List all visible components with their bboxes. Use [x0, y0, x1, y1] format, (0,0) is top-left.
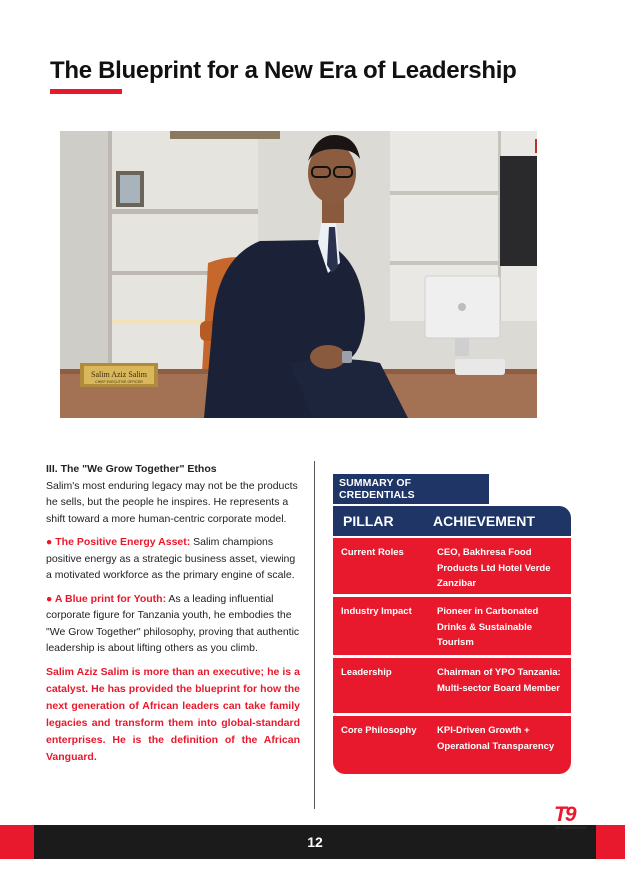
table-row [333, 716, 571, 774]
row-achievement: Chairman of YPO Tanzania: Multi-sector Board Member [437, 667, 561, 694]
footer-accent-right [596, 825, 625, 859]
col-pillar: PILLAR [343, 513, 394, 529]
title-underline [50, 89, 122, 94]
logo-mark: T9 [554, 803, 575, 826]
table-header [333, 506, 571, 536]
column-divider [314, 461, 315, 809]
row-pillar: Leadership [341, 667, 392, 678]
point-text: As a leading influential corporate figure for Tanzania youth, he embodies the "We Grow Together" philosophy, proving that authentic leadership is about lifting others as you climb. [46, 592, 300, 654]
brand-logo [554, 804, 588, 834]
table-row [333, 538, 571, 594]
row-pillar: Core Philosophy [341, 725, 417, 736]
row-achievement: CEO, Bakhresa Food Products Ltd Hotel Verde Zanzibar [437, 547, 551, 589]
nameplate-role: CHIEF EXECUTIVE OFFICER [95, 380, 143, 384]
footer-bar [34, 825, 596, 859]
table-row [333, 658, 571, 713]
point-positive-energy [46, 534, 300, 584]
intro-paragraph: Salim's most enduring legacy may not be the products he sells, but the people he inspires. He represents a shift toward a more human-centric corporate model. [46, 479, 298, 525]
table-row [333, 597, 571, 655]
article-text [46, 461, 300, 773]
row-achievement: KPI-Driven Growth + Operational Transparency [437, 725, 555, 752]
point-text: Salim champions positive energy as a strategic business asset, viewing a motivated workforce as the primary engine of scale. [46, 536, 296, 581]
nameplate-name: Salim Aziz Salim [91, 370, 147, 379]
portrait-photo [60, 131, 537, 418]
point-label: ● A Blue print for Youth: [46, 592, 167, 605]
page-number: 12 [307, 834, 323, 850]
page-title: The Blueprint for a New Era of Leadership [50, 57, 517, 84]
point-blueprint-youth [46, 591, 300, 657]
section-subheading: III. The "We Grow Together" Ethos [46, 463, 217, 475]
row-pillar: Industry Impact [341, 606, 412, 617]
footer-accent-left [0, 825, 34, 859]
conclusion-paragraph: Salim Aziz Salim is more than an executive; he is a catalyst. He has provided the blueprint for how the next generation of African leaders can take family legacies and transform them into global-standard enterprises. He is the definition of the African Vanguard. [46, 665, 300, 763]
row-pillar: Current Roles [341, 547, 404, 558]
row-achievement: Pioneer in Carbonated Drinks & Sustainable Tourism [437, 606, 539, 648]
point-label: ● The Positive Energy Asset: [46, 536, 191, 548]
logo-subtext: BE LEADERSHIP [555, 826, 587, 830]
summary-header: SUMMARY OF CREDENTIALS [333, 474, 489, 504]
col-achievement: ACHIEVEMENT [433, 513, 535, 529]
